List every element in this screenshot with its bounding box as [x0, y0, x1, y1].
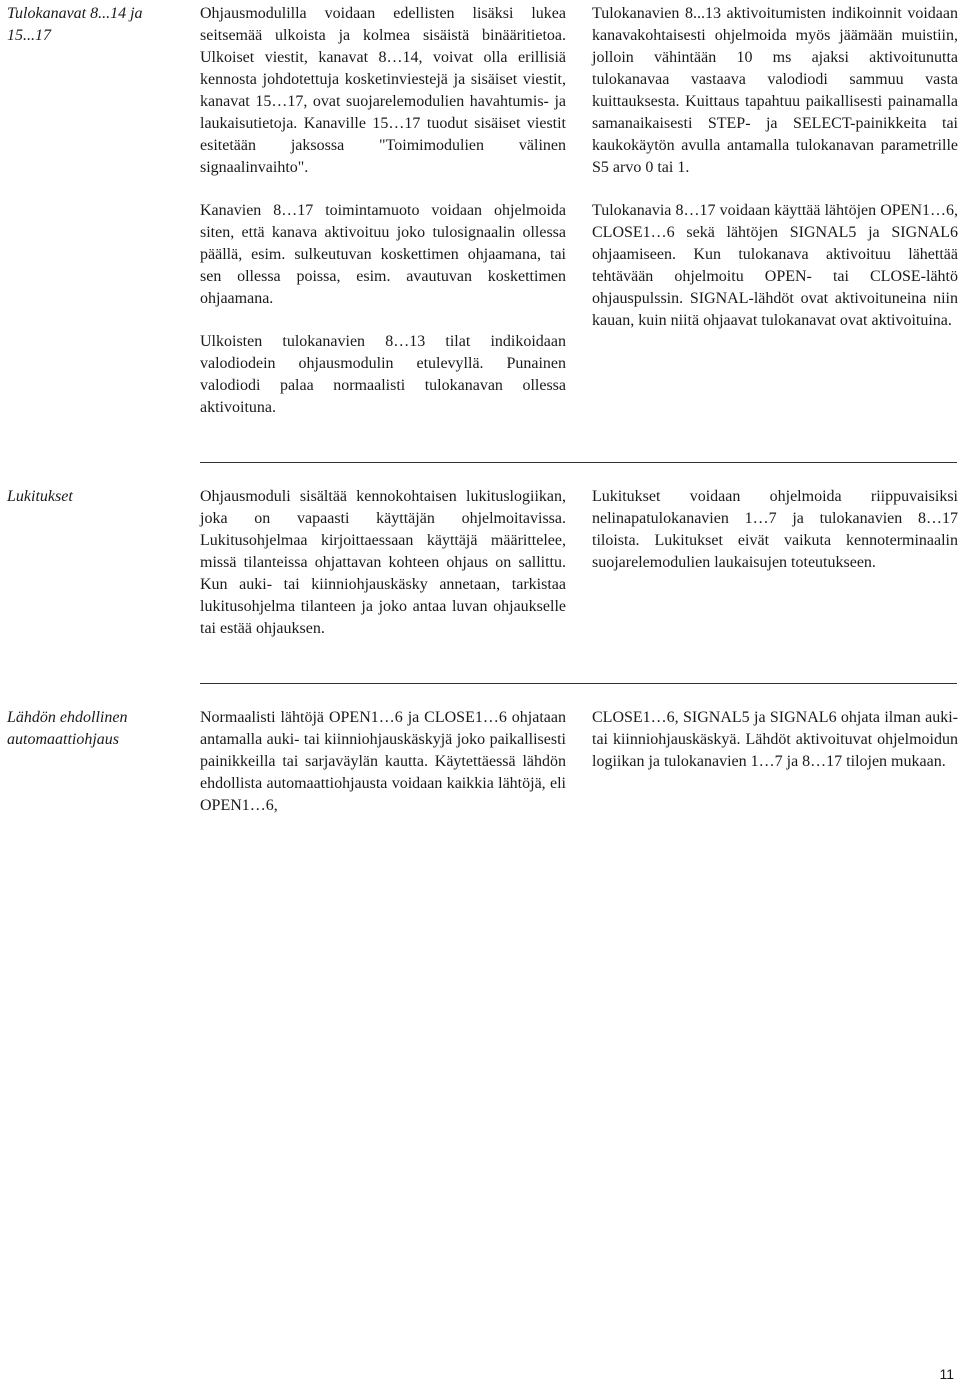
section-divider — [200, 462, 957, 463]
paragraph: Ohjausmoduli sisältää kennokohtaisen lukituslogiikan, joka on vapaasti käyttäjän ohjelmoitavissa. Lukitusohjelmaa kirjoittaessaan käyttäjä määrittelee, missä tilanteissa ohjattavan kohteen ohjaus on sallittu. Kun auki- tai kiinniohjauskäsky annetaan, tarkistaa lukitusohjelma tilanteen ja joko antaa luvan ohjaukselle tai estää ohjauksen. — [200, 488, 566, 637]
section-divider — [200, 683, 957, 684]
paragraph: CLOSE1…6, SIGNAL5 ja SIGNAL6 ohjata ilman auki- tai kiinniohjauskäskyä. Lähdöt aktivoituvat ohjelmoidun logiikan ja tulokanavien 1…7 ja 8…17 tilojen mukaan. — [592, 709, 958, 770]
text-column-right — [592, 707, 958, 794]
paragraph: Tulokanavia 8…17 voidaan käyttää lähtöjen OPEN1…6, CLOSE1…6 sekä lähtöjen SIGNAL5 ja SIGNAL6 ohjaamiseen. Kun tulokanava aktivoituu lähettää tehtävään ohjelmoitu OPEN- tai CLOSE-lähtö ohjauspulssin. SIGNAL-lähdöt ovat aktivoituneina niin kauan, kuin niitä ohjaavat tulokanavat ovat aktivoituina. — [592, 202, 958, 329]
page-number: 11 — [939, 1366, 954, 1382]
text-column-right — [592, 3, 958, 353]
text-column-left — [200, 707, 566, 838]
paragraph: Ohjausmodulilla voidaan edellisten lisäksi lukea seitsemää ulkoista ja kolmea sisäistä binääritietoa. Ulkoiset viestit, kanavat 8…14, voivat olla erillisiä kennosta johdotettuja kosketinviestejä ja sisäiset viestit, kanavat 15…17, ovat suojarelemodulien havahtumis- ja laukaisutietoja. Kanaville 15…17 tuodut sisäiset viestit esitetään jaksossa "Toimimodulien välinen signaalinvaihto". — [200, 5, 566, 176]
paragraph: Ulkoisten tulokanavien 8…13 tilat indikoidaan valodiodein ohjausmodulin etulevyllä. Punainen valodiodi palaa normaalisti tulokanavan ollessa aktivoituna. — [200, 333, 566, 416]
paragraph: Normaalisti lähtöjä OPEN1…6 ja CLOSE1…6 ohjataan antamalla auki- tai kiinniohjauskäskyjä joko paikallisesti painikkeilla tai sarjaväylän kautta. Käytettäessä lähdön ehdollista automaattiohjausta voidaan kaikkia lähtöjä, eli OPEN1…6, — [200, 709, 566, 814]
text-column-right — [592, 486, 958, 595]
text-column-left — [200, 486, 566, 661]
text-column-left — [200, 3, 566, 440]
side-heading: Lähdön ehdollinen automaattiohjaus — [7, 709, 128, 748]
paragraph: Kanavien 8…17 toimintamuoto voidaan ohjelmoida siten, että kanava aktivoituu joko tulosignaalin ollessa päällä, esim. sulkeutuvan koskettimen ohjaamana, tai sen ollessa poissa, esim. avautuvan koskettimen ohjaamana. — [200, 202, 566, 307]
side-heading: Tulokanavat 8...14 ja 15...17 — [7, 5, 143, 44]
side-heading: Lukitukset — [7, 488, 73, 505]
paragraph: Tulokanavien 8...13 aktivoitumisten indikoinnit voidaan kanavakohtaisesti ohjelmoida myös jäämään muistiin, jolloin vähintään 10 ms ajaksi aktivoitunutta tulokanavaa vastaava valodiodi sammuu vasta kuittauksesta. Kuittaus tapahtuu paikallisesti painamalla samanaikaisesti STEP- ja SELECT-painikkeita tai kaukokäytön avulla antamalla tulokanavan parametrille S5 arvo 0 tai 1. — [592, 5, 958, 176]
paragraph: Lukitukset voidaan ohjelmoida riippuvaisiksi nelinapatulokanavien 1…7 ja tulokanavien 8…17 tiloista. Lukitukset eivät vaikuta kennoterminaalin suojarelemodulien laukaisujen toteutukseen. — [592, 488, 958, 571]
